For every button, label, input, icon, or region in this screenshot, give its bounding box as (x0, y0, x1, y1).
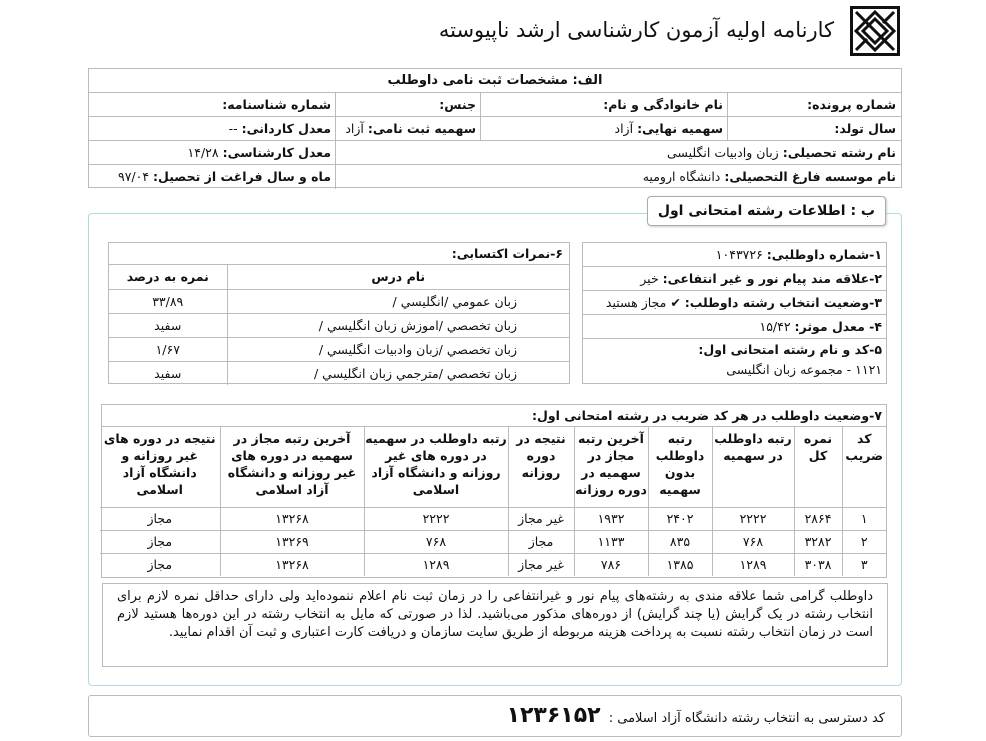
associate-gpa (229, 117, 336, 140)
rank-cell: ۱۳۲۶۹ (220, 530, 364, 553)
grad-date-label: ماه و سال فراغت از تحصیل: (153, 169, 331, 184)
exam-field (583, 339, 886, 380)
rank-header-cell: رتبه داوطلب در سهمیه در دوره های غیر روزانه و دانشگاه آزاد اسلامی (364, 427, 508, 507)
table-row (100, 507, 886, 530)
notice-text: داوطلب گرامی شما علاقه مندی به رشته‌های پیام نور و غیرانتفاعی را در زمان ثبت نام اعلام ننموده‌اید ولی دارای حداقل نمره لازم برای انتخاب رشته در یک گرایش (یا چند گرایش) از دوره‌های مذکور می‌باشید. لذا در صورتی که مایل به انتخاب رشته در این دوره‌ها هستید لازم است در زمان انتخاب رشته نسبت به پرداخت هزینه مربوطه از طریق سایت سازمان و دریافت کارت اعتباری و ثبت آن اقدام نمایید. (102, 583, 888, 667)
rank-cell: ۱۲۸۹ (364, 553, 508, 576)
rank-status-box (101, 404, 887, 578)
rank-cell: غیر مجاز (508, 507, 574, 530)
final-quota-label: سهمیه نهایی: (637, 121, 723, 136)
rank-cell: ۱۲۸۹ (712, 553, 794, 576)
table-row (109, 289, 569, 313)
rank-cell: ۱۳۸۵ (648, 553, 712, 576)
rank-cell: ۱۳۲۶۸ (220, 507, 364, 530)
institute (643, 165, 901, 188)
effective-gpa-label: ۴- معدل موثر: (794, 319, 882, 334)
rank-cell: ۱۱۳۳ (574, 530, 648, 553)
pnu-interest-value: خیر (640, 271, 659, 286)
bachelor-gpa-label: معدل کارشناسی: (222, 145, 331, 160)
bachelor-gpa (188, 141, 336, 164)
selection-status-value: مجاز هستید (605, 295, 667, 310)
grad-date (118, 165, 336, 188)
candidate-number-label: ۱-شماره داوطلبی: (766, 247, 882, 262)
course-percent: ۱/۶۷ (109, 337, 227, 361)
rank-cell: مجاز (508, 530, 574, 553)
gender-label: جنس: (439, 97, 476, 112)
grades-table (109, 265, 569, 385)
exam-field-value: ۱۱۲۱ - مجموعه زبان انگلیسی (726, 362, 882, 377)
rank-cell: ۳ (842, 553, 886, 576)
rank-header-cell: نتیجه در دوره روزانه (508, 427, 574, 507)
grades-header-row (109, 265, 569, 289)
page-title: کارنامه اولیه آزمون کارشناسی ارشد ناپیوسته (438, 18, 834, 42)
bachelor-gpa-value: ۱۴/۲۸ (187, 145, 219, 160)
registration-info-section (88, 68, 902, 188)
associate-gpa-value: -- (228, 121, 238, 136)
section-b-title: ب : اطلاعات رشته امتحانی اول (647, 196, 886, 226)
info-row-1 (89, 93, 901, 117)
rank-cell: ۳۲۸۲ (794, 530, 842, 553)
pnu-interest (583, 267, 886, 291)
exam-info-box (582, 242, 887, 384)
rank-cell: غیر مجاز (508, 553, 574, 576)
course-name: زبان عمومي /انگليسي / (227, 289, 569, 313)
course-name: زبان تخصصي /مترجمي زبان انگليسي / (313, 365, 517, 381)
rank-cell: مجاز (100, 530, 220, 553)
rank-cell: ۱ (842, 507, 886, 530)
selection-status (583, 291, 886, 315)
institute-value: دانشگاه ارومیه (642, 169, 721, 184)
major-label: نام رشته تحصیلی: (782, 145, 896, 160)
candidate-number (583, 243, 886, 267)
table-row (100, 553, 886, 576)
rank-cell: ۷۸۶ (574, 553, 648, 576)
rank-header-cell: نتیجه در دوره های غیر روزانه و دانشگاه آزاد اسلامی (100, 427, 220, 507)
course-percent: سفيد (109, 313, 227, 337)
table-row (109, 337, 569, 361)
reg-quota-value: آزاد (345, 121, 364, 136)
rank-cell: ۳۰۳۸ (794, 553, 842, 576)
pnu-interest-label: ۲-علاقه مند پیام نور و غیر انتفاعی: (662, 271, 882, 286)
rank-cell: ۸۳۵ (648, 530, 712, 553)
course-name: زبان تخصصي /اموزش زبان انگليسي / (227, 313, 569, 337)
course-name: زبان تخصصي /زبان وادبيات انگليسي / (227, 337, 569, 361)
access-code-box (88, 695, 902, 737)
grades-title: ۶-نمرات اکتسابی: (109, 243, 569, 265)
percent-column-header: نمره به درصد (109, 265, 227, 289)
report-header (400, 6, 900, 58)
rank-cell: ۲۲۲۲ (712, 507, 794, 530)
final-quota-value: آزاد (614, 121, 634, 136)
birth-year-label: سال تولد: (834, 121, 896, 136)
info-row-3 (89, 141, 901, 165)
info-row-4 (89, 165, 901, 189)
candidate-number-value: ۱۰۴۳۷۲۶ (715, 247, 763, 262)
table-row (100, 530, 886, 553)
associate-gpa-label: معدل کاردانی: (241, 121, 331, 136)
table-row (109, 361, 569, 385)
file-number-label: شماره پرونده: (807, 97, 896, 112)
exam-field-label: ۵-کد و نام رشته امتحانی اول: (698, 342, 882, 357)
grad-date-value: ۹۷/۰۴ (117, 169, 150, 184)
rank-cell: ۲۸۶۴ (794, 507, 842, 530)
check-icon: ✔ (670, 295, 681, 310)
rank-cell: ۲۲۲۲ (364, 507, 508, 530)
rank-title: ۷-وضعیت داوطلب در هر کد ضریب در رشته امتحانی اول: (102, 405, 886, 427)
grades-box (108, 242, 570, 384)
reg-quota-label: سهمیه ثبت نامی: (367, 121, 476, 136)
major-value: زبان وادبیات انگلیسی (667, 145, 779, 160)
course-percent: سفيد (109, 361, 227, 385)
rank-cell: ۲ (842, 530, 886, 553)
rank-header-cell: کد ضریب (842, 427, 886, 507)
course-column-header: نام درس (227, 265, 569, 289)
rank-cell: ۷۶۸ (712, 530, 794, 553)
info-row-2 (89, 117, 901, 141)
full-name-label: نام خانوادگی و نام: (603, 97, 723, 112)
selection-status-label: ۳-وضعیت انتخاب رشته داوطلب: (684, 295, 882, 310)
rank-header-cell: آخرین رتبه مجاز در سهمیه در دوره روزانه (574, 427, 648, 507)
course-percent: ۳۳/۸۹ (109, 289, 227, 313)
rank-cell: مجاز (147, 557, 173, 573)
institute-label: نام موسسه فارغ التحصیلی: (724, 169, 896, 184)
major (667, 141, 901, 164)
access-code-label: کد دسترسی به انتخاب رشته دانشگاه آزاد اسلامی : (608, 711, 885, 726)
rank-cell: ۷۶۸ (364, 530, 508, 553)
effective-gpa-value: ۱۵/۴۲ (759, 319, 791, 334)
access-code-value: ۱۲۳۶۱۵۲ (506, 703, 601, 728)
rank-cell: ۲۴۰۲ (648, 507, 712, 530)
reg-quota (345, 117, 481, 140)
rank-table (100, 427, 886, 576)
effective-gpa (583, 315, 886, 339)
final-quota (615, 117, 728, 140)
table-row (109, 313, 569, 337)
rank-header-cell: رتبه داوطلب در سهمیه (712, 427, 794, 507)
rank-header-cell: آخرین رتبه مجاز در سهمیه در دوره های غیر روزانه و دانشگاه آزاد اسلامی (220, 427, 364, 507)
rank-header-cell: رتبه داوطلب بدون سهمیه (648, 427, 712, 507)
id-number-label: شماره شناسنامه: (222, 97, 331, 112)
rank-header-cell: نمره کل (794, 427, 842, 507)
section-a-title: الف: مشخصات ثبت نامی داوطلب (89, 69, 901, 93)
sanjesh-logo-icon (850, 6, 900, 56)
rank-header-row (100, 427, 886, 507)
rank-cell: ۱۳۲۶۸ (220, 553, 364, 576)
rank-cell: ۱۹۳۲ (574, 507, 648, 530)
rank-cell: مجاز (100, 507, 220, 530)
